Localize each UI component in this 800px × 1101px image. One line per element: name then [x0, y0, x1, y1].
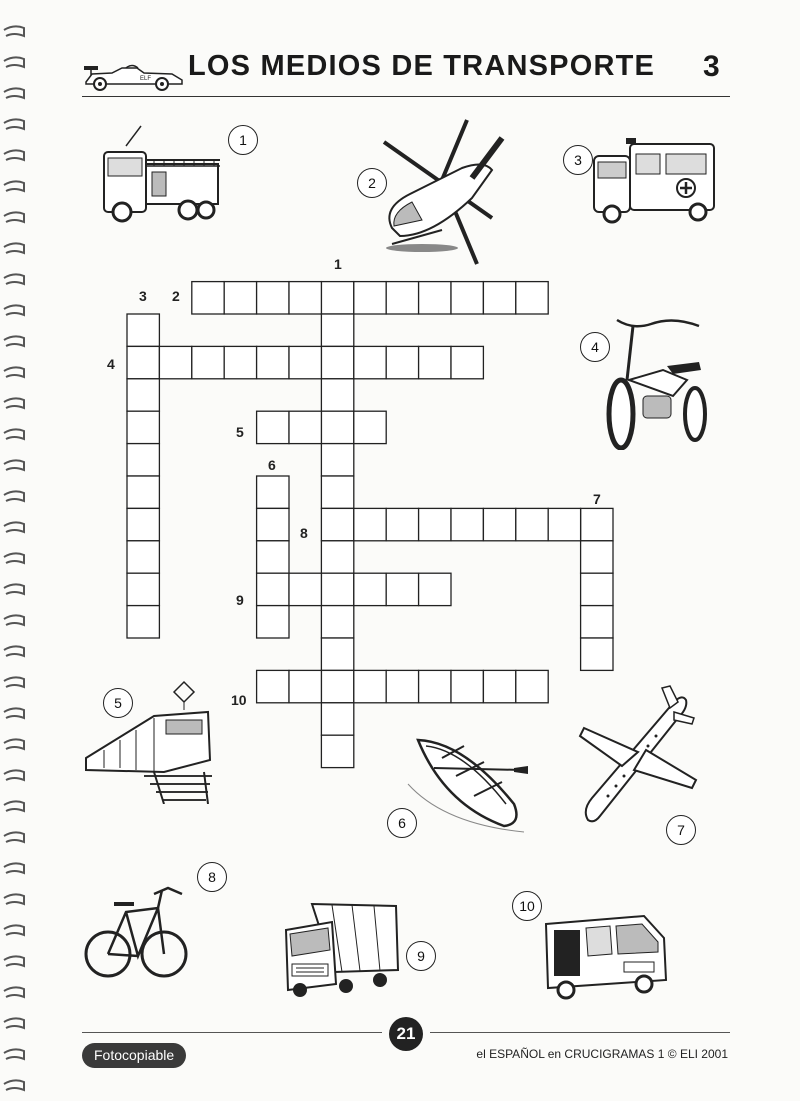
- crossword-cell[interactable]: [257, 573, 289, 605]
- crossword-cell[interactable]: [257, 508, 289, 540]
- crossword-cell[interactable]: [321, 670, 353, 702]
- crossword-cell[interactable]: [127, 476, 159, 508]
- footer-divider-left: [82, 1032, 382, 1033]
- crossword-cell[interactable]: [483, 282, 515, 314]
- picture-number-3: 3: [563, 145, 593, 175]
- clue-number-2-across: 2: [172, 288, 180, 304]
- page-number-badge: 21: [389, 1017, 423, 1051]
- picture-number-5: 5: [103, 688, 133, 718]
- crossword-cell[interactable]: [289, 282, 321, 314]
- crossword-cell[interactable]: [354, 282, 386, 314]
- crossword-cell[interactable]: [321, 508, 353, 540]
- rowboat-icon: [404, 724, 534, 834]
- picture-number-6: 6: [387, 808, 417, 838]
- footer-divider-right: [430, 1032, 730, 1033]
- crossword-cell[interactable]: [321, 541, 353, 573]
- crossword-cell[interactable]: [321, 606, 353, 638]
- crossword-cell[interactable]: [581, 606, 613, 638]
- helicopter-icon: [372, 118, 512, 266]
- crossword-cell[interactable]: [321, 314, 353, 346]
- crossword-cell[interactable]: [321, 638, 353, 670]
- clue-number-9-across: 9: [236, 592, 244, 608]
- crossword-cell[interactable]: [386, 346, 418, 378]
- crossword-cell[interactable]: [354, 670, 386, 702]
- picture-number-1: 1: [228, 125, 258, 155]
- crossword-cell[interactable]: [224, 282, 256, 314]
- clue-number-8-across: 8: [300, 525, 308, 541]
- crossword-cell[interactable]: [581, 573, 613, 605]
- crossword-cell[interactable]: [451, 508, 483, 540]
- crossword-cell[interactable]: [127, 508, 159, 540]
- crossword-cell[interactable]: [257, 541, 289, 573]
- crossword-cell[interactable]: [451, 346, 483, 378]
- moped-icon: [603, 310, 708, 450]
- crossword-cell[interactable]: [354, 508, 386, 540]
- picture-number-4: 4: [580, 332, 610, 362]
- crossword-cell[interactable]: [451, 282, 483, 314]
- bicycle-icon: [84, 878, 194, 990]
- picture-number-8: 8: [197, 862, 227, 892]
- crossword-cell[interactable]: [257, 606, 289, 638]
- crossword-cell[interactable]: [419, 346, 451, 378]
- clue-number-3-down: 3: [139, 288, 147, 304]
- ambulance-icon: [590, 136, 720, 226]
- crossword-cell[interactable]: [159, 346, 191, 378]
- crossword-cell[interactable]: [127, 606, 159, 638]
- clue-number-5-across: 5: [236, 424, 244, 440]
- picture-number-10: 10: [512, 891, 542, 921]
- crossword-cell[interactable]: [257, 411, 289, 443]
- crossword-cell[interactable]: [516, 670, 548, 702]
- crossword-cell[interactable]: [289, 670, 321, 702]
- picture-number-7: 7: [666, 815, 696, 845]
- page-title: LOS MEDIOS DE TRANSPORTE: [188, 50, 656, 82]
- crossword-cell[interactable]: [581, 638, 613, 670]
- crossword-cell[interactable]: [483, 670, 515, 702]
- clue-number-6-down: 6: [268, 457, 276, 473]
- crossword-cell[interactable]: [257, 476, 289, 508]
- crossword-cell[interactable]: [483, 508, 515, 540]
- crossword-cell[interactable]: [321, 379, 353, 411]
- crossword-cell[interactable]: [386, 573, 418, 605]
- crossword-cell[interactable]: [354, 346, 386, 378]
- crossword-cell[interactable]: [321, 476, 353, 508]
- crossword-cell[interactable]: [419, 508, 451, 540]
- picture-number-9: 9: [406, 941, 436, 971]
- crossword-cell[interactable]: [321, 346, 353, 378]
- crossword-cell[interactable]: [257, 670, 289, 702]
- crossword-cell[interactable]: [127, 444, 159, 476]
- unit-number: 3: [703, 50, 720, 83]
- crossword-cell[interactable]: [321, 282, 353, 314]
- crossword-cell[interactable]: [127, 573, 159, 605]
- crossword-cell[interactable]: [257, 346, 289, 378]
- clue-number-10-across: 10: [231, 692, 247, 708]
- crossword-cell[interactable]: [289, 346, 321, 378]
- crossword-cell[interactable]: [354, 411, 386, 443]
- crossword-cell[interactable]: [516, 282, 548, 314]
- crossword-cell[interactable]: [224, 346, 256, 378]
- crossword-cell[interactable]: [419, 670, 451, 702]
- truck-icon: [282, 900, 402, 1000]
- airplane-icon: [578, 680, 698, 826]
- clue-number-1-down: 1: [334, 256, 342, 272]
- photocopiable-badge: Fotocopiable: [82, 1043, 186, 1068]
- crossword-cell[interactable]: [451, 670, 483, 702]
- clue-number-4-across: 4: [107, 356, 115, 372]
- crossword-cell[interactable]: [289, 411, 321, 443]
- crossword-cell[interactable]: [192, 346, 224, 378]
- crossword-cell[interactable]: [321, 703, 353, 735]
- crossword-cell[interactable]: [354, 573, 386, 605]
- picture-number-2: 2: [357, 168, 387, 198]
- crossword-cell[interactable]: [419, 573, 451, 605]
- crossword-cell[interactable]: [321, 735, 353, 767]
- crossword-cell[interactable]: [419, 282, 451, 314]
- crossword-cell[interactable]: [127, 314, 159, 346]
- fire-truck-icon: [96, 124, 226, 224]
- copyright-credit: el ESPAÑOL en CRUCIGRAMAS 1 © ELI 2001: [476, 1047, 728, 1061]
- crossword-cell[interactable]: [386, 670, 418, 702]
- crossword-cell[interactable]: [321, 573, 353, 605]
- clue-number-7-down: 7: [593, 491, 601, 507]
- crossword-cell[interactable]: [127, 541, 159, 573]
- crossword-cell[interactable]: [127, 411, 159, 443]
- crossword-cell[interactable]: [192, 282, 224, 314]
- crossword-cell[interactable]: [127, 346, 159, 378]
- crossword-cell[interactable]: [321, 411, 353, 443]
- crossword-cell[interactable]: [581, 541, 613, 573]
- crossword-cell[interactable]: [127, 379, 159, 411]
- crossword-cell[interactable]: [321, 444, 353, 476]
- crossword-cell[interactable]: [548, 508, 580, 540]
- crossword-cell[interactable]: [386, 282, 418, 314]
- crossword-cell[interactable]: [581, 508, 613, 540]
- svg-text:ELF: ELF: [140, 76, 152, 82]
- crossword-cell[interactable]: [516, 508, 548, 540]
- van-icon: [540, 910, 670, 1000]
- crossword-cell[interactable]: [386, 508, 418, 540]
- crossword-cell[interactable]: [289, 573, 321, 605]
- crossword-cell[interactable]: [257, 282, 289, 314]
